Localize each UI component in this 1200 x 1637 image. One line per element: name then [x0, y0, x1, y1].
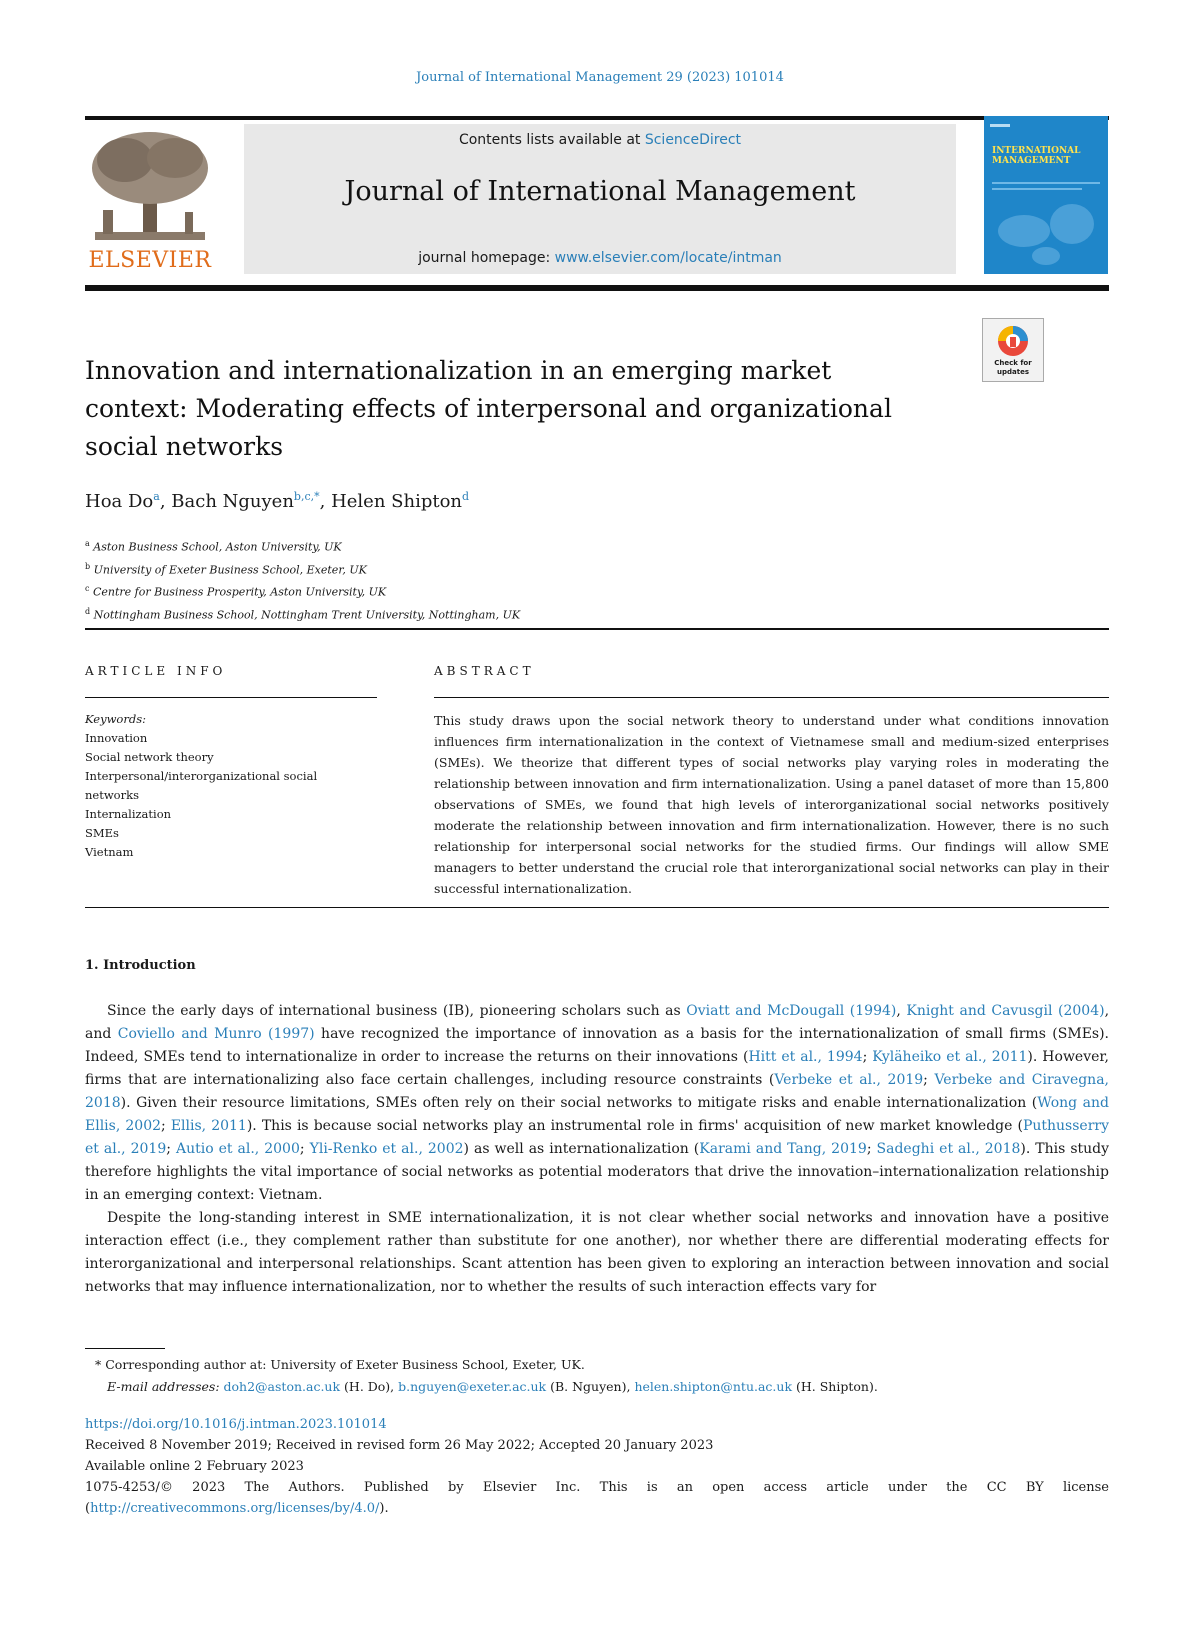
paragraph-text: ) as well as internationalization ( [463, 1141, 700, 1157]
citation-link[interactable]: Karami and Tang, 2019 [699, 1141, 867, 1157]
paragraph-text: ). This study therefore highlights the vital importance of social networks as potential moderators that drive the innovation–internationalization relationship in an emerging context: Vietnam. [85, 1141, 1110, 1203]
license-link-line [85, 1498, 1109, 1519]
author-name[interactable]: Bach Nguyen [171, 491, 294, 512]
check-for-updates-label: Check for updates [994, 359, 1032, 376]
citation-link[interactable]: Knight and Cavusgil (2004) [906, 1003, 1105, 1019]
homepage-link[interactable]: www.elsevier.com/locate/intman [554, 250, 782, 266]
keyword-item: Innovation [85, 731, 148, 745]
affiliation-list [85, 534, 520, 625]
paragraph-text: ). Given their resource limitations, SMEs often rely on their social networks to mitigate risks and enable internationalization ( [120, 1095, 1038, 1111]
keyword-item: Internalization [85, 807, 172, 821]
citation-link[interactable]: Oviatt and McDougall (1994) [686, 1003, 897, 1019]
author-name[interactable]: Helen Shipton [331, 491, 463, 512]
doi-link[interactable]: https://doi.org/10.1016/j.intman.2023.101014 [85, 1417, 387, 1432]
paragraph-text: ; [161, 1118, 171, 1134]
world-map-icon [984, 116, 1108, 274]
email-line [85, 1376, 1109, 1398]
footnote [85, 1354, 1109, 1398]
author-affil-sup[interactable]: d [462, 490, 470, 503]
paragraph-text: ; [866, 1141, 877, 1157]
keyword-item: Interpersonal/interorganizational social networks [85, 769, 318, 802]
keywords-block [85, 710, 375, 862]
journal-title: Journal of International Management [344, 176, 856, 207]
abstract-bottom-rule [85, 907, 1109, 908]
keyword-item: Vietnam [85, 845, 134, 859]
citation-link[interactable]: Ellis, 2011 [170, 1118, 247, 1134]
email-owner: (H. Shipton). [792, 1379, 878, 1394]
affiliation-sup: d [85, 606, 91, 616]
author-list [85, 490, 469, 512]
affiliation-sup: b [85, 561, 91, 571]
contents-prefix: Contents lists available at [458, 132, 645, 148]
article-info-rule [85, 697, 377, 698]
corr-mark: * [95, 1357, 102, 1372]
affiliation-item [85, 557, 520, 580]
abstract-rule [434, 697, 1109, 698]
citation-link[interactable]: Sadeghi et al., 2018 [876, 1141, 1021, 1157]
author-sep: , [159, 491, 172, 512]
footnote-rule [85, 1348, 165, 1349]
introduction-body [85, 1000, 1109, 1299]
email-link[interactable]: doh2@aston.ac.uk [223, 1379, 341, 1394]
sciencedirect-link[interactable]: ScienceDirect [644, 132, 742, 148]
affiliation-text: Centre for Business Prosperity, Aston University, UK [92, 585, 387, 599]
paragraph-text: , and [85, 1003, 1110, 1042]
affiliation-item [85, 579, 520, 602]
elsevier-wordmark: ELSEVIER [88, 248, 212, 273]
received-dates: Received 8 November 2019; Received in revised form 26 May 2022; Accepted 20 January 2023 [85, 1438, 714, 1453]
citation-link[interactable]: Hitt et al., 1994 [748, 1049, 863, 1065]
article-title [85, 352, 965, 466]
paragraph-text: , [896, 1003, 907, 1019]
keywords-label: Keywords: [85, 712, 146, 726]
homepage-prefix: journal homepage: [418, 250, 555, 266]
paragraph-text: ; [166, 1141, 176, 1157]
affiliation-sup: a [85, 539, 90, 548]
citation-link[interactable]: Kyläheiko et al., 2011 [872, 1049, 1028, 1065]
journal-cover-thumbnail[interactable] [984, 116, 1108, 274]
title-line-1: Innovation and internationalization in an emerging market [85, 356, 832, 385]
intro-paragraph-2: Despite the long-standing interest in SME internationalization, it is not clear whether social networks and innovation have a positive interaction effect (i.e., they complement rather than substitute for one another), nor whether there are differential moderating effects for interorganizational and interpersonal relationships. Scant attention has been given to exploring an interaction between innovation and social networks that may influence internationalization, nor to whether the results of such interaction effects vary for [85, 1210, 1109, 1295]
paragraph-text: ; [299, 1141, 310, 1157]
affiliation-text: University of Exeter Business School, Exeter, UK [93, 563, 367, 577]
cover-title: INTERNATIONAL MANAGEMENT [992, 146, 1081, 166]
elsevier-logo [85, 128, 215, 276]
author-name[interactable]: Hoa Do [85, 491, 154, 512]
paragraph-text: ; [923, 1072, 935, 1088]
contents-line [244, 132, 956, 148]
paren-close: ). [379, 1501, 389, 1516]
affiliation-item [85, 534, 520, 557]
header-bottom-rule [85, 285, 1109, 291]
email-label: E-mail addresses: [107, 1379, 220, 1394]
section-divider [85, 628, 1109, 630]
license-link[interactable]: http://creativecommons.org/licenses/by/4.0/ [90, 1501, 380, 1516]
affiliation-item [85, 602, 520, 625]
affiliation-text: Nottingham Business School, Nottingham Trent University, Nottingham, UK [93, 608, 521, 622]
citation-link[interactable]: Wong and Ellis, 2002 [85, 1095, 1109, 1134]
paragraph-text: have recognized the importance of innovation as a basis for the internationalization of small firms (SMEs). Indeed, SMEs tend to internationalize in order to increase the returns on their innovations ( [85, 1026, 1110, 1065]
citation-link[interactable]: Verbeke and Ciravegna, 2018 [85, 1072, 1109, 1111]
homepage-line [244, 250, 956, 266]
affiliation-text: Aston Business School, Aston University, UK [93, 540, 342, 554]
email-owner: (B. Nguyen), [546, 1379, 635, 1394]
tree-logo-icon [85, 128, 215, 246]
citation-link[interactable]: Coviello and Munro (1997) [117, 1026, 315, 1042]
paren-open: ( [85, 1501, 91, 1516]
author-sep: , [319, 491, 332, 512]
affiliation-sup: c [85, 584, 90, 594]
author-affil-sup[interactable]: a [153, 490, 160, 503]
email-owner: (H. Do), [340, 1379, 399, 1394]
author-affil-sup[interactable]: b,c,* [293, 490, 320, 503]
check-for-updates-button[interactable] [982, 318, 1044, 382]
paragraph-text: ; [862, 1049, 873, 1065]
corr-text: Corresponding author at: University of Exeter Business School, Exeter, UK. [105, 1357, 585, 1372]
paragraph-text: Since the early days of international business (IB), pioneering scholars such as [107, 1003, 687, 1019]
title-line-2: context: Moderating effects of interpersonal and organizational [85, 394, 892, 423]
corresponding-author-note [85, 1354, 1109, 1376]
introduction-heading: 1. Introduction [85, 958, 196, 973]
license-text: 1075-4253/© 2023 The Authors. Published by Elsevier Inc. This is an open access article under the CC BY license [85, 1480, 1109, 1495]
available-online: Available online 2 February 2023 [85, 1459, 304, 1474]
citation-link[interactable]: Puthusserry et al., 2019 [85, 1118, 1109, 1157]
email-link[interactable]: b.nguyen@exeter.ac.uk [398, 1379, 547, 1394]
keyword-item: SMEs [85, 826, 119, 840]
journal-banner [244, 124, 956, 274]
header-top-rule [85, 116, 1109, 120]
abstract-text: This study draws upon the social network theory to understand under what conditions innovation influences firm internationalization in the context of Vietnamese small and medium-sized enterprises (SMEs). We theorize that different types of social networks play varying roles in moderating the relationship between innovation and firm internationalization. Using a panel dataset of more than 15,800 observations of SMEs, we found that high levels of interorganizational social networks positively moderate the relationship between innovation and firm internationalization. However, there is no such relationship for interpersonal social networks for the studied firms. Our findings will allow SME managers to better understand the crucial role that interorganizational social networks can play in their successful internationalization. [434, 713, 1109, 896]
abstract-heading: ABSTRACT [434, 664, 535, 678]
citation-link[interactable]: Autio et al., 2000 [175, 1141, 300, 1157]
paragraph-text: ). This is because social networks play an instrumental role in firms' acquisition of new market knowledge ( [246, 1118, 1023, 1134]
paragraph-text: ). However, firms that are internationalizing also face certain challenges, including resource constraints ( [85, 1049, 1110, 1088]
keyword-item: Social network theory [85, 750, 214, 764]
citation-link[interactable]: Verbeke et al., 2019 [774, 1072, 924, 1088]
intro-paragraph-1 [85, 1000, 1109, 1207]
publication-meta [85, 1414, 1109, 1519]
citation-link[interactable]: Yli-Renko et al., 2002 [309, 1141, 464, 1157]
article-info-heading: ARTICLE INFO [85, 664, 227, 678]
email-link[interactable]: helen.shipton@ntu.ac.uk [634, 1379, 793, 1394]
title-line-3: social networks [85, 432, 284, 461]
running-head[interactable]: Journal of International Management 29 (2023) 101014 [416, 70, 784, 85]
